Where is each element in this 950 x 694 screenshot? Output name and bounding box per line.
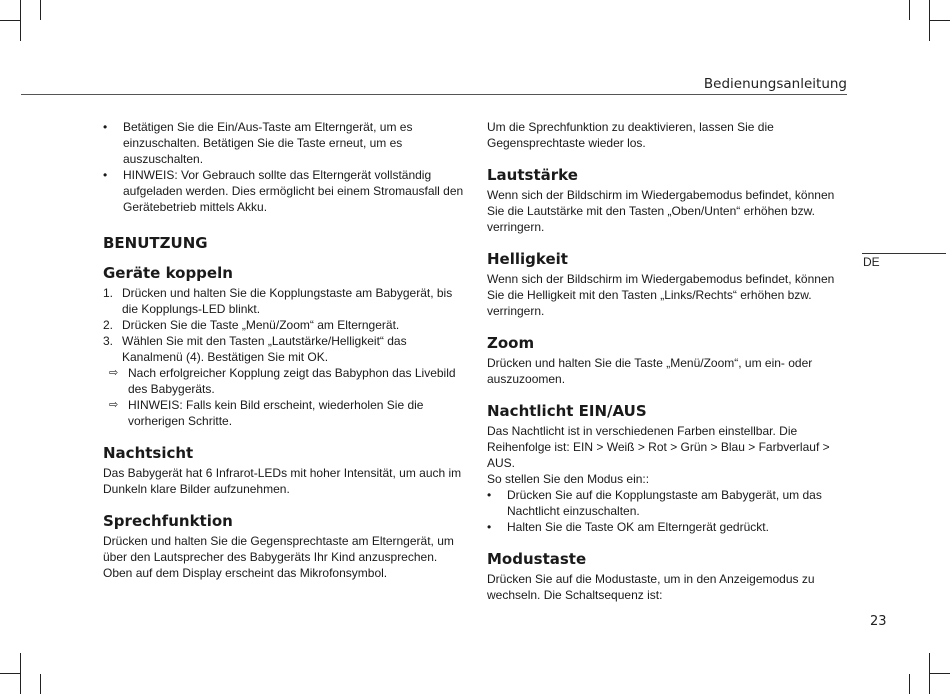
list-item <box>487 487 849 519</box>
bullet-marker: • <box>487 520 492 534</box>
heading-volume: Lautstärke <box>487 166 578 184</box>
section-title: BENUTZUNG <box>103 234 208 252</box>
nightlight-text: Das Nachtlicht ist in verschiedenen Farben einstellbar. Die Reihenfolge ist: EIN > Weiß > Rot > Grün > Blau > Farbverlauf > AUS. <box>487 424 830 470</box>
page-number: 23 <box>870 614 887 629</box>
list-item <box>103 167 465 215</box>
result-text: HINWEIS: Falls kein Bild erscheint, wiederholen Sie die vorherigen Schritte. <box>128 398 424 428</box>
header-rule <box>21 94 847 95</box>
crop-mark <box>909 0 910 20</box>
arrow-icon: ⇨ <box>109 399 119 411</box>
mode-key-text: Drücken Sie auf die Modustaste, um in den Anzeigemodus zu wechseln. Die Schaltsequenz ist: <box>487 572 815 602</box>
heading-mode-key: Modustaste <box>487 550 587 568</box>
language-tab: DE <box>863 255 880 269</box>
list-item <box>109 365 465 397</box>
heading-pairing: Geräte koppeln <box>103 264 233 282</box>
crop-mark <box>929 653 930 694</box>
crop-mark <box>20 0 21 41</box>
list-item <box>109 397 465 429</box>
result-text: Nach erfolgreicher Kopplung zeigt das Babyphon das Livebild des Babygeräts. <box>128 366 456 396</box>
heading-brightness: Helligkeit <box>487 250 568 268</box>
list-item-text: Drücken Sie auf die Kopplungstaste am Babygerät, um das Nachtlicht einzuschalten. <box>507 488 822 518</box>
step-number: 2. <box>103 318 114 332</box>
crop-mark <box>930 20 950 21</box>
volume-text: Wenn sich der Bildschirm im Wiedergabemodus befindet, können Sie die Lautstärke mit den Tasten „Oben/Unten“ erhöhen bzw. verringern. <box>487 188 835 234</box>
list-item-text: Betätigen Sie die Ein/Aus-Taste am Elterngerät, um es einzuschalten. Betätigen Sie die Taste erneut, um es auszuschalten. <box>123 120 413 166</box>
heading-nightlight: Nachtlicht EIN/AUS <box>487 402 647 420</box>
zoom-text: Drücken und halten Sie die Taste „Menü/Zoom“, um ein- oder auszuzoomen. <box>487 356 813 386</box>
nightlight-mode-intro: So stellen Sie den Modus ein:: <box>487 472 650 486</box>
list-item-text: HINWEIS: Vor Gebrauch sollte das Elterngerät vollständig aufgeladen werden. Dies ermöglicht bei einem Stromausfall den Gerätebetrieb mittels Akku. <box>123 168 464 214</box>
right-column <box>487 119 849 603</box>
step-number: 1. <box>103 286 114 300</box>
step-text: Wählen Sie mit den Tasten „Lautstärke/Helligkeit“ das Kanalmenü (4). Bestätigen Sie mit OK. <box>122 334 407 364</box>
list-item <box>103 119 465 167</box>
heading-zoom: Zoom <box>487 334 535 352</box>
list-item <box>103 333 465 365</box>
list-item-text: Halten Sie die Taste OK am Elterngerät gedrückt. <box>507 520 769 534</box>
crop-mark <box>40 0 41 20</box>
language-tab-rule <box>862 253 946 254</box>
bullet-marker: • <box>103 120 108 134</box>
crop-mark <box>929 0 930 41</box>
heading-night-vision: Nachtsicht <box>103 444 194 462</box>
list-item <box>103 285 465 317</box>
step-number: 3. <box>103 334 114 348</box>
arrow-icon: ⇨ <box>109 367 119 379</box>
crop-mark <box>909 674 910 694</box>
crop-mark <box>0 673 20 674</box>
crop-mark <box>40 674 41 694</box>
list-item <box>487 519 849 535</box>
bullet-marker: • <box>103 168 108 182</box>
step-text: Drücken und halten Sie die Kopplungstaste am Babygerät, bis die Kopplungs-LED blinkt. <box>122 286 453 316</box>
intro-bullet-list <box>103 119 465 215</box>
list-item <box>103 317 465 333</box>
talk-text: Drücken und halten Sie die Gegensprechtaste am Elterngerät, um über den Lautsprecher des Babygeräts Ihr Kind anzusprechen. Oben auf dem Display erscheint das Mikrofonsymbol. <box>103 534 454 580</box>
nightlight-bullet-list <box>487 487 849 535</box>
brightness-text: Wenn sich der Bildschirm im Wiedergabemodus befindet, können Sie die Helligkeit mit den Tasten „Links/Rechts“ erhöhen bzw. verringern. <box>487 272 835 318</box>
pairing-steps <box>103 285 465 365</box>
pairing-results <box>103 365 465 429</box>
bullet-marker: • <box>487 488 492 502</box>
crop-mark <box>20 653 21 694</box>
heading-talk: Sprechfunktion <box>103 512 233 530</box>
night-vision-text: Das Babygerät hat 6 Infrarot-LEDs mit hoher Intensität, um auch im Dunkeln klare Bilder aufzunehmen. <box>103 466 462 496</box>
crop-mark <box>0 20 20 21</box>
header-title: Bedienungsanleitung <box>703 76 847 92</box>
step-text: Drücken Sie die Taste „Menü/Zoom“ am Elterngerät. <box>122 318 400 332</box>
left-column <box>103 119 465 581</box>
talk-off-text: Um die Sprechfunktion zu deaktivieren, lassen Sie die Gegensprechtaste wieder los. <box>487 120 774 150</box>
crop-mark <box>930 673 950 674</box>
